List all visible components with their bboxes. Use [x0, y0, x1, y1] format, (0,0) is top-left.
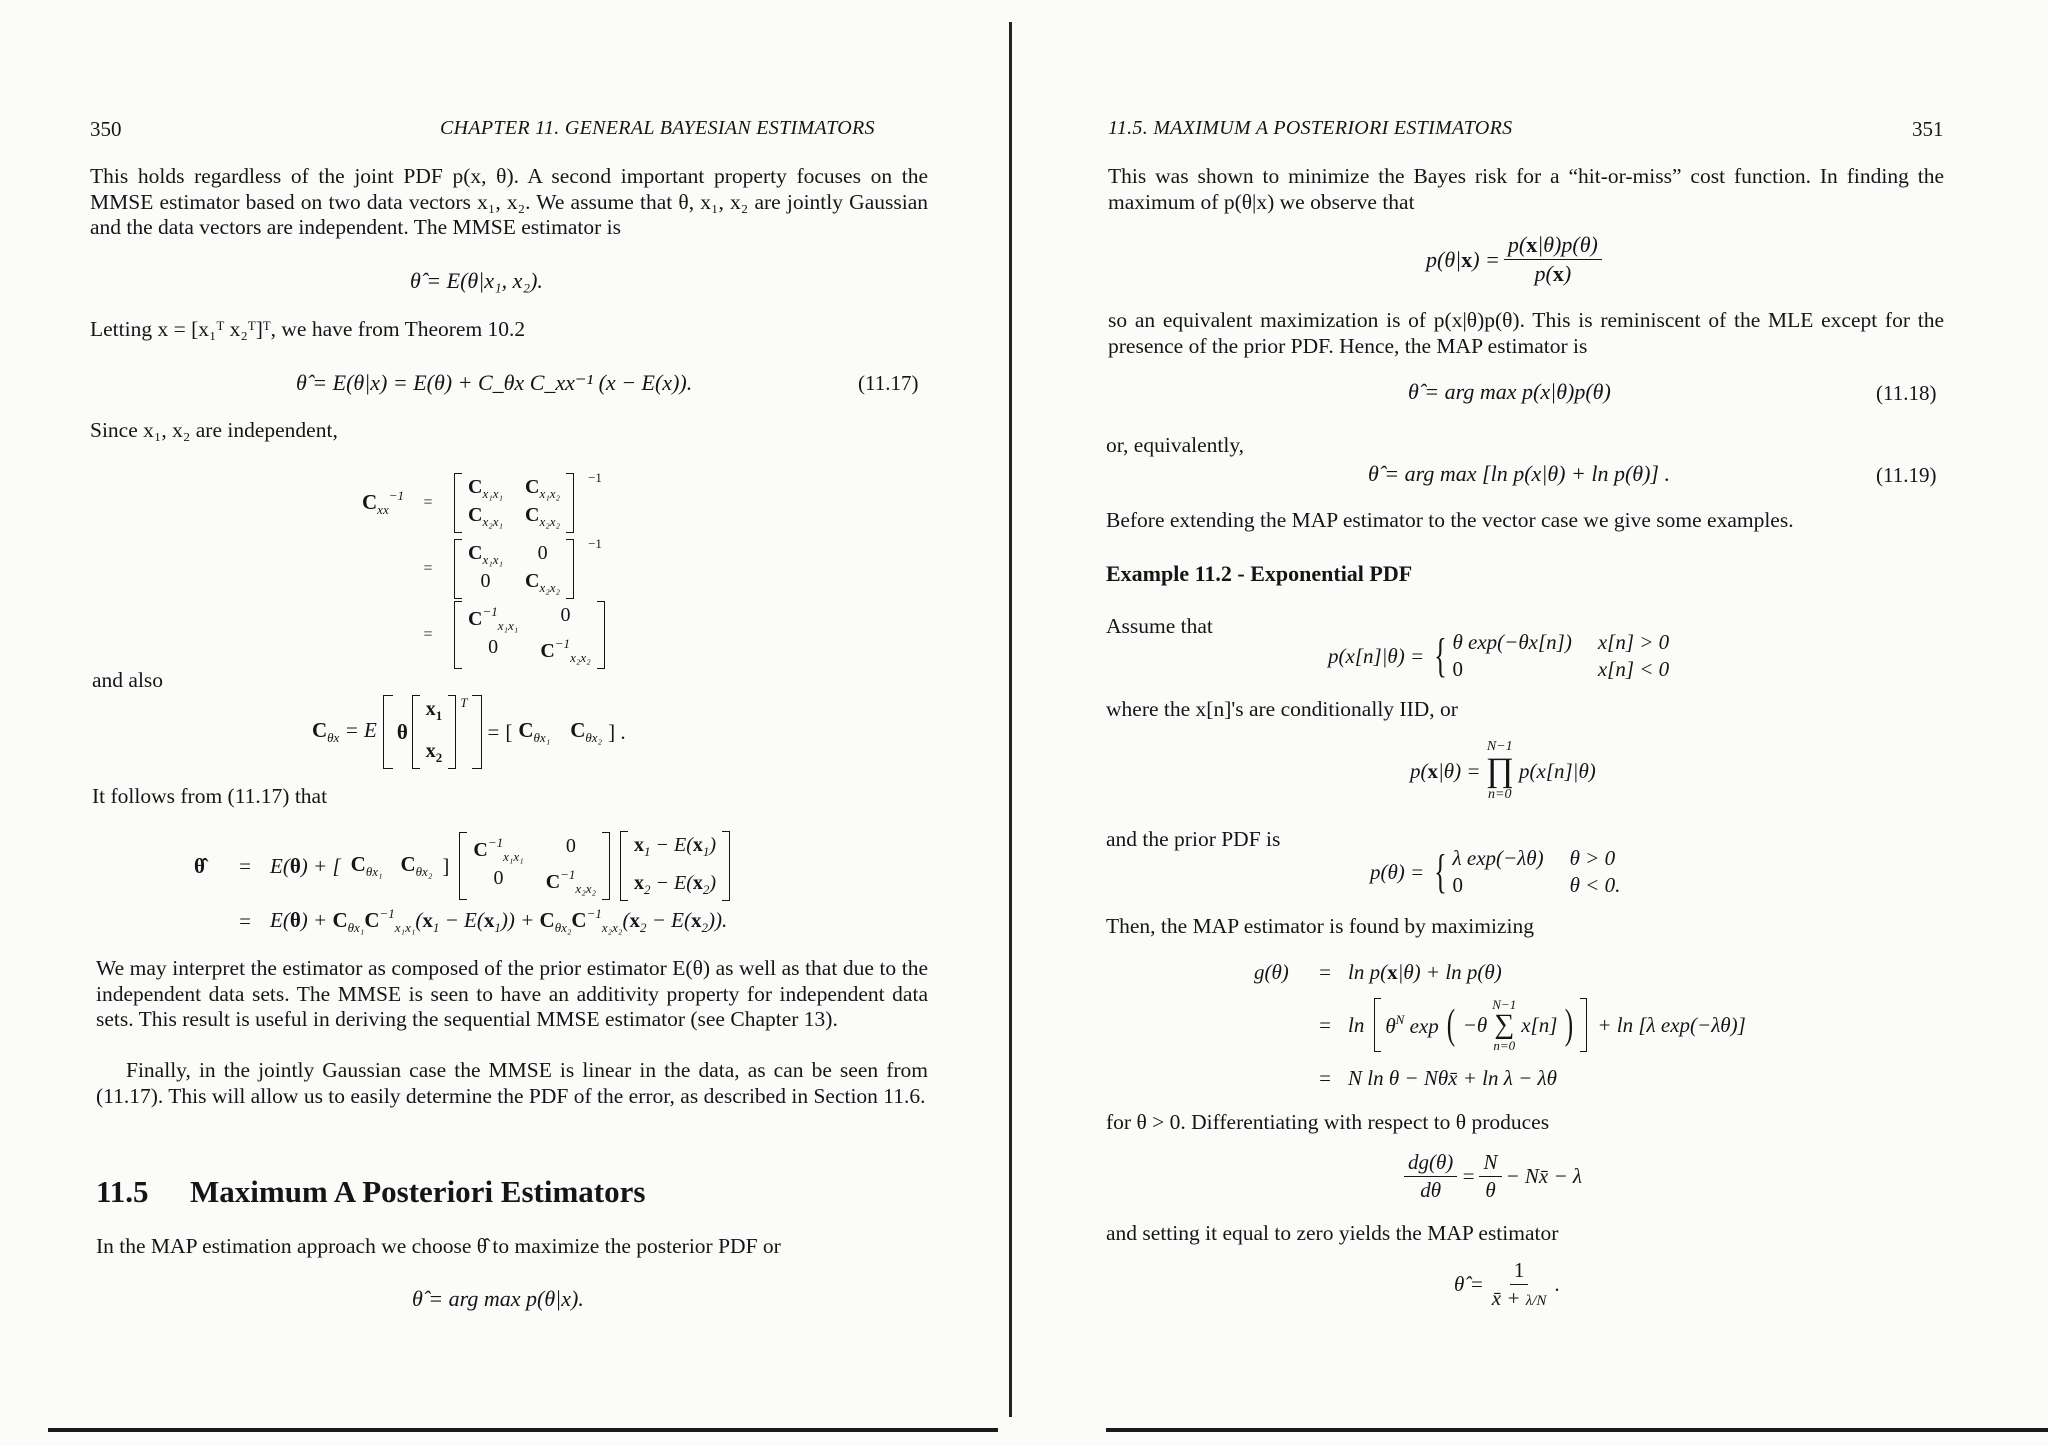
- equation-11-19: θ̂ = arg max [ln p(x|θ) + ln p(θ)] .: [1368, 461, 1670, 486]
- equation-number: (11.17): [858, 371, 919, 395]
- section-title: Maximum A Posteriori Estimators: [190, 1174, 646, 1209]
- running-head: CHAPTER 11. GENERAL BAYESIAN ESTIMATORS: [440, 117, 875, 139]
- equation-11-18: θ̂ = arg max p(x|θ)p(θ): [1408, 379, 1611, 404]
- paragraph: Finally, in the jointly Gaussian case the MMSE is linear in the data, as can be seen from (11.17). This will allow us to easily determine the PDF of the error, as described in Section 11.6.: [96, 1058, 928, 1108]
- paragraph: for θ > 0. Differentiating with respect to θ produces: [1106, 1110, 1550, 1134]
- right-page: [1012, 0, 2048, 1446]
- paragraph: where the x[n]'s are conditionally IID, or: [1106, 697, 1458, 721]
- equation-number: (11.19): [1876, 463, 1937, 487]
- paragraph: Before extending the MAP estimator to the vector case we give some examples.: [1106, 508, 1794, 532]
- paragraph: This was shown to minimize the Bayes risk for a “hit-or-miss” cost function. In finding the maximum of p(θ|x) we observe that: [1108, 164, 1944, 214]
- paragraph: Then, the MAP estimator is found by maximizing: [1106, 914, 1534, 938]
- left-page: [0, 0, 1008, 1446]
- example-title: Example 11.2 - Exponential PDF: [1106, 561, 1413, 586]
- c-theta-x-equation: $C_{\theta x} = E$ θ $x_1$ $x_2$ T = [ $C_{\theta x_1}$ $C_{\theta x_2}$ ] .: [312, 692, 626, 772]
- paragraph: or, equivalently,: [1106, 433, 1245, 457]
- equation-number: (11.18): [1876, 381, 1937, 405]
- paragraph: In the MAP estimation approach we choose θ̂ to maximize the posterior PDF or: [96, 1234, 781, 1258]
- section-number: 11.5: [96, 1174, 149, 1209]
- page-number: 351: [1912, 117, 1944, 141]
- paragraph: and setting it equal to zero yields the MAP estimator: [1106, 1221, 1559, 1245]
- bayes-rule-equation: p(θ|x) = $\frac{p(x|\theta)p(\theta)}{p(x)}$: [1426, 232, 1606, 287]
- cxx-inverse-derivation: $C_{xx}^{-1}$ = $C_{x_1x_1}$ $C_{x_1x_2}$ $C_{x_2x_1}$ $C_{x_2x_2}$ −1 = $C_{x_1x_1}$ 0 0 $C_{x_2x_2}$ −1 = $C^{-1}_{x_1x_1}$ 0 0 $C^{-1}_{x_2x_2}$: [362, 470, 605, 668]
- equation: θ̂ = E(θ|x₁, x₂).: [410, 268, 543, 293]
- paragraph: and also: [92, 668, 164, 692]
- bottom-binding-edge: [1106, 1428, 2048, 1432]
- paragraph: Since x₁, x₂ are independent,: [90, 418, 338, 442]
- page-number: 350: [90, 117, 122, 141]
- paragraph: so an equivalent maximization is of p(x|θ)p(θ). This is reminiscent of the MLE except for the presence of the prior PDF. Hence, the MAP estimator is: [1108, 308, 1944, 358]
- map-estimator-result: θ̂ = $\frac{1}{x̄ + \lambda/N}$ .: [1454, 1258, 1560, 1310]
- equation-11-17: θ̂ = E(θ|x) = E(θ) + C_θx C_xx⁻¹ (x − E(x)).: [296, 370, 693, 395]
- paragraph: We may interpret the estimator as composed of the prior estimator E(θ) as well as that due to the independent data sets. The MMSE is seen to have an additivity property for independent data sets. This result is useful in deriving the sequential MMSE estimator (see Chapter 13).: [96, 956, 928, 1031]
- running-head: 11.5. MAXIMUM A POSTERIORI ESTIMATORS: [1108, 117, 1513, 139]
- paragraph: and the prior PDF is: [1106, 827, 1281, 851]
- equation-map: θ̂ = arg max p(θ|x).: [412, 1286, 584, 1311]
- prior-piecewise-equation: p(θ) = { λ exp(−λθ) θ > 0 0 θ < 0.: [1370, 845, 1621, 898]
- paragraph: This holds regardless of the joint PDF p(x, θ). A second important property focuses on the MMSE estimator based on two data vectors x₁, x₂. We assume that θ, x₁, x₂ are jointly Gaussian and the data vectors are independent. The MMSE estimator is: [90, 164, 928, 239]
- product-likelihood-equation: p(x|θ) = N−1 ∏ n=0 p(x[n]|θ): [1410, 739, 1596, 802]
- derivative-equation: $\frac{dg(\theta)}{d\theta}$ = $\frac{N}{\theta}$ − Nx̄ − λ: [1400, 1150, 1582, 1203]
- paragraph: Assume that: [1106, 614, 1213, 638]
- paragraph: It follows from (11.17) that: [92, 784, 328, 808]
- theta-hat-derivation: θ̂ = E(θ) + [ $C_{\theta x_1}$ $C_{\theta x_2}$ ] $C^{-1}_{x_1x_1}$ 0 0 $C^{-1}_{x_2x_2}$ $x_1 - E(x_1)$ $x_2 - E(x_2)$ = $E(\theta) + C_{\theta x_1}C^{-1}_{x_1x_1}(x_1 - E(x_1)) + C_{\theta x_2}C^{-1}_{x_2x_2}(x_2 - E(x_2))$.: [194, 828, 730, 938]
- g-theta-derivation: g(θ) = ln p(x|θ) + ln p(θ) = ln $\theta^N$ exp ( −θ N−1 ∑ n=0 x[n] ) + ln [λ exp(−λθ)] = N ln θ − Nθx̄ + ln λ − λθ: [1254, 959, 1746, 1090]
- paragraph: Letting x = [x₁ᵀ x₂ᵀ]ᵀ, we have from Theorem 10.2: [90, 317, 526, 341]
- bottom-binding-edge: [48, 1428, 998, 1432]
- likelihood-piecewise-equation: p(x[n]|θ) = { θ exp(−θx[n]) x[n] > 0 0 x[n] < 0: [1328, 629, 1670, 682]
